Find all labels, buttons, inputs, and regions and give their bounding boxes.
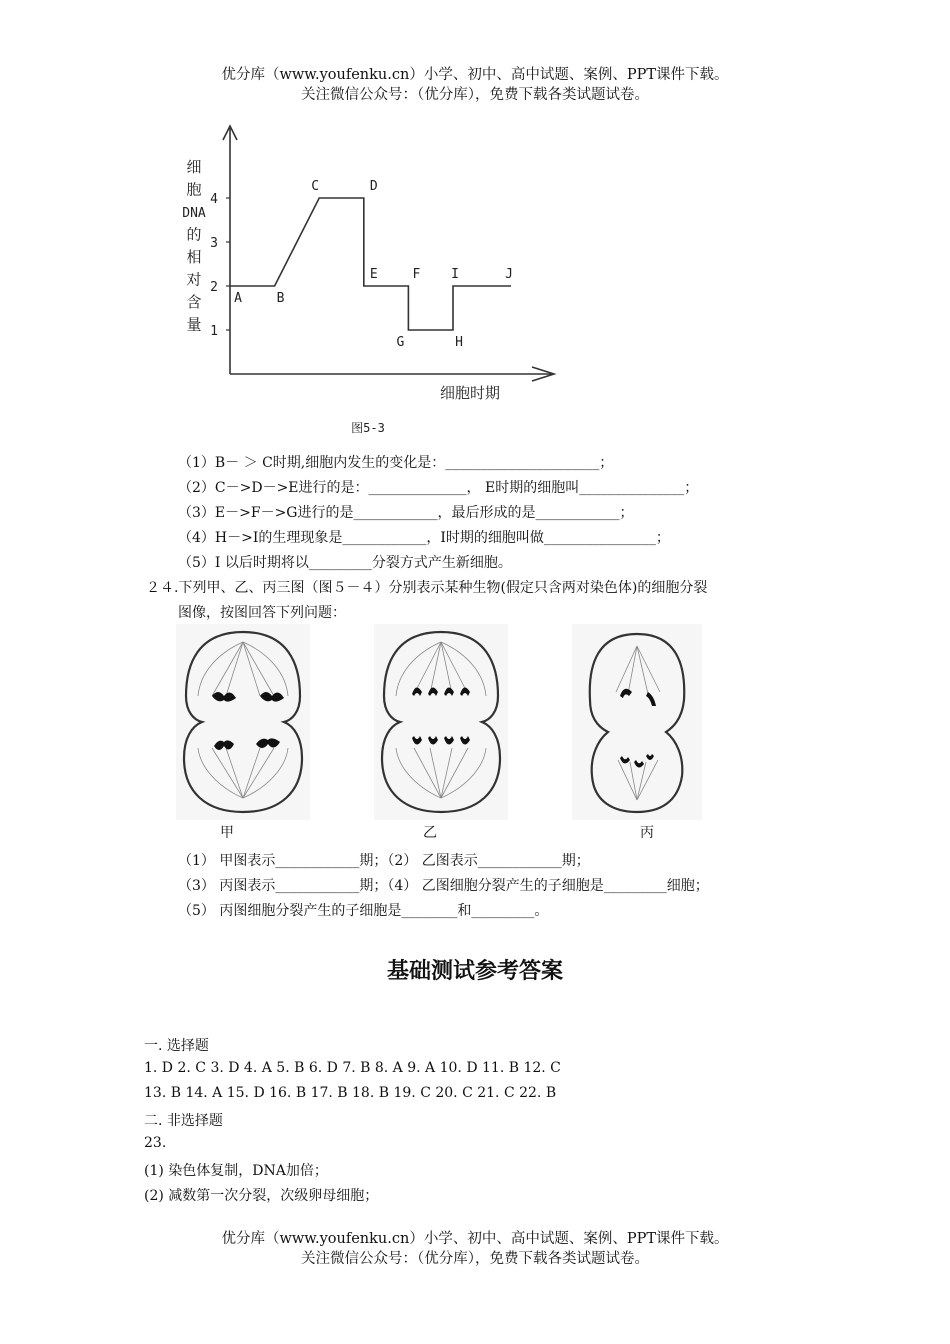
answers-line-6: (1) 染色体复制，DNA加倍；	[144, 1163, 328, 1179]
cell-label-yi: 乙	[423, 825, 437, 841]
answers-title: 基础测试参考答案	[386, 959, 563, 984]
y-tick-label: 1	[210, 324, 218, 339]
y-tick-label: 2	[210, 280, 218, 295]
answers-line-1: 一. 选择题	[144, 1038, 209, 1054]
point-label-h: H	[455, 335, 463, 350]
x-axis-label: 细胞时期	[439, 384, 501, 402]
point-label-a: A	[234, 291, 242, 306]
series-line	[230, 198, 511, 330]
q24-stem-line-1: ２４.下列甲、乙、丙三图（图５－４）分别表示某种生物(假定只含两对染色体)的细胞分裂	[146, 580, 708, 596]
y-axis-label-char: DNA	[182, 206, 206, 221]
y-tick-label: 3	[210, 236, 218, 251]
q23-item-3: （3）E－>F－>G进行的是____________，最后形成的是____________；	[178, 505, 634, 521]
y-axis-label-char: 含	[186, 293, 202, 311]
cell-figure-jia	[176, 624, 310, 824]
point-label-c: C	[311, 179, 320, 194]
y-axis-label-char: 胞	[186, 180, 202, 199]
q23-item-4: （4）H－>I的生理现象是____________，I时期的细胞叫做________________；	[178, 530, 670, 546]
header-line-1: 优分库（www.youfenku.cn）小学、初中、高中试题、案例、PPT课件下载。	[221, 67, 729, 83]
point-label-i: I	[451, 267, 459, 282]
q24-stem-line-2: 图像，按图回答下列问题：	[178, 605, 346, 621]
point-label-g: G	[396, 335, 405, 350]
footer-line-1: 优分库（www.youfenku.cn）小学、初中、高中试题、案例、PPT课件下载。	[221, 1231, 729, 1247]
cell-figure-yi	[374, 624, 508, 824]
y-axis-label-char: 相	[186, 248, 202, 266]
cell-label-jia: 甲	[220, 825, 234, 841]
q23-item-5: （5）I 以后时期将以_________分裂方式产生新细胞。	[178, 555, 512, 571]
point-label-b: B	[276, 291, 285, 306]
q24-item-1: （1） 甲图表示____________期；（2） 乙图表示____________期；	[178, 853, 590, 869]
cell-figure-bing	[572, 624, 702, 824]
q23-item-2: （2）C－>D－>E进行的是：______________， E时期的细胞叫_______________；	[178, 480, 699, 496]
q24-item-3: （5） 丙图细胞分裂产生的子细胞是________和_________。	[178, 903, 549, 919]
cell-label-bing: 丙	[640, 825, 654, 841]
answers-line-7: (2) 减数第一次分裂，次级卵母细胞；	[144, 1188, 379, 1204]
q24-item-2: （3） 丙图表示____________期；（4） 乙图细胞分裂产生的子细胞是_________细胞；	[178, 878, 709, 894]
header-line-2: 关注微信公众号：（优分库），免费下载各类试题试卷。	[301, 87, 649, 103]
answers-line-2: 1. D 2. C 3. D 4. A 5. B 6. D 7. B 8. A 9. A 10. D 11. B 12. C	[144, 1060, 561, 1076]
point-label-j: J	[505, 267, 513, 282]
point-label-d: D	[369, 179, 378, 194]
y-axis-label-char: 量	[186, 315, 202, 334]
point-label-e: E	[369, 267, 378, 282]
figure-caption: 图5-3	[351, 421, 385, 435]
point-label-f: F	[412, 267, 421, 282]
y-axis-label-char: 细	[186, 158, 202, 176]
answers-line-5: 23.	[144, 1135, 167, 1151]
y-axis-label-char: 的	[186, 225, 202, 244]
footer-line-2: 关注微信公众号：（优分库），免费下载各类试题试卷。	[301, 1251, 649, 1267]
answers-line-3: 13. B 14. A 15. D 16. B 17. B 18. B 19. C 20. C 21. C 22. B	[144, 1085, 557, 1101]
y-axis-label-char: 对	[186, 270, 202, 289]
q23-item-1: （1）B－ ＞ C时期,细胞内发生的变化是：______________________；	[178, 455, 614, 471]
y-tick-label: 4	[210, 192, 218, 207]
answers-line-4: 二. 非选择题	[144, 1113, 223, 1129]
dna-content-chart	[170, 118, 570, 438]
